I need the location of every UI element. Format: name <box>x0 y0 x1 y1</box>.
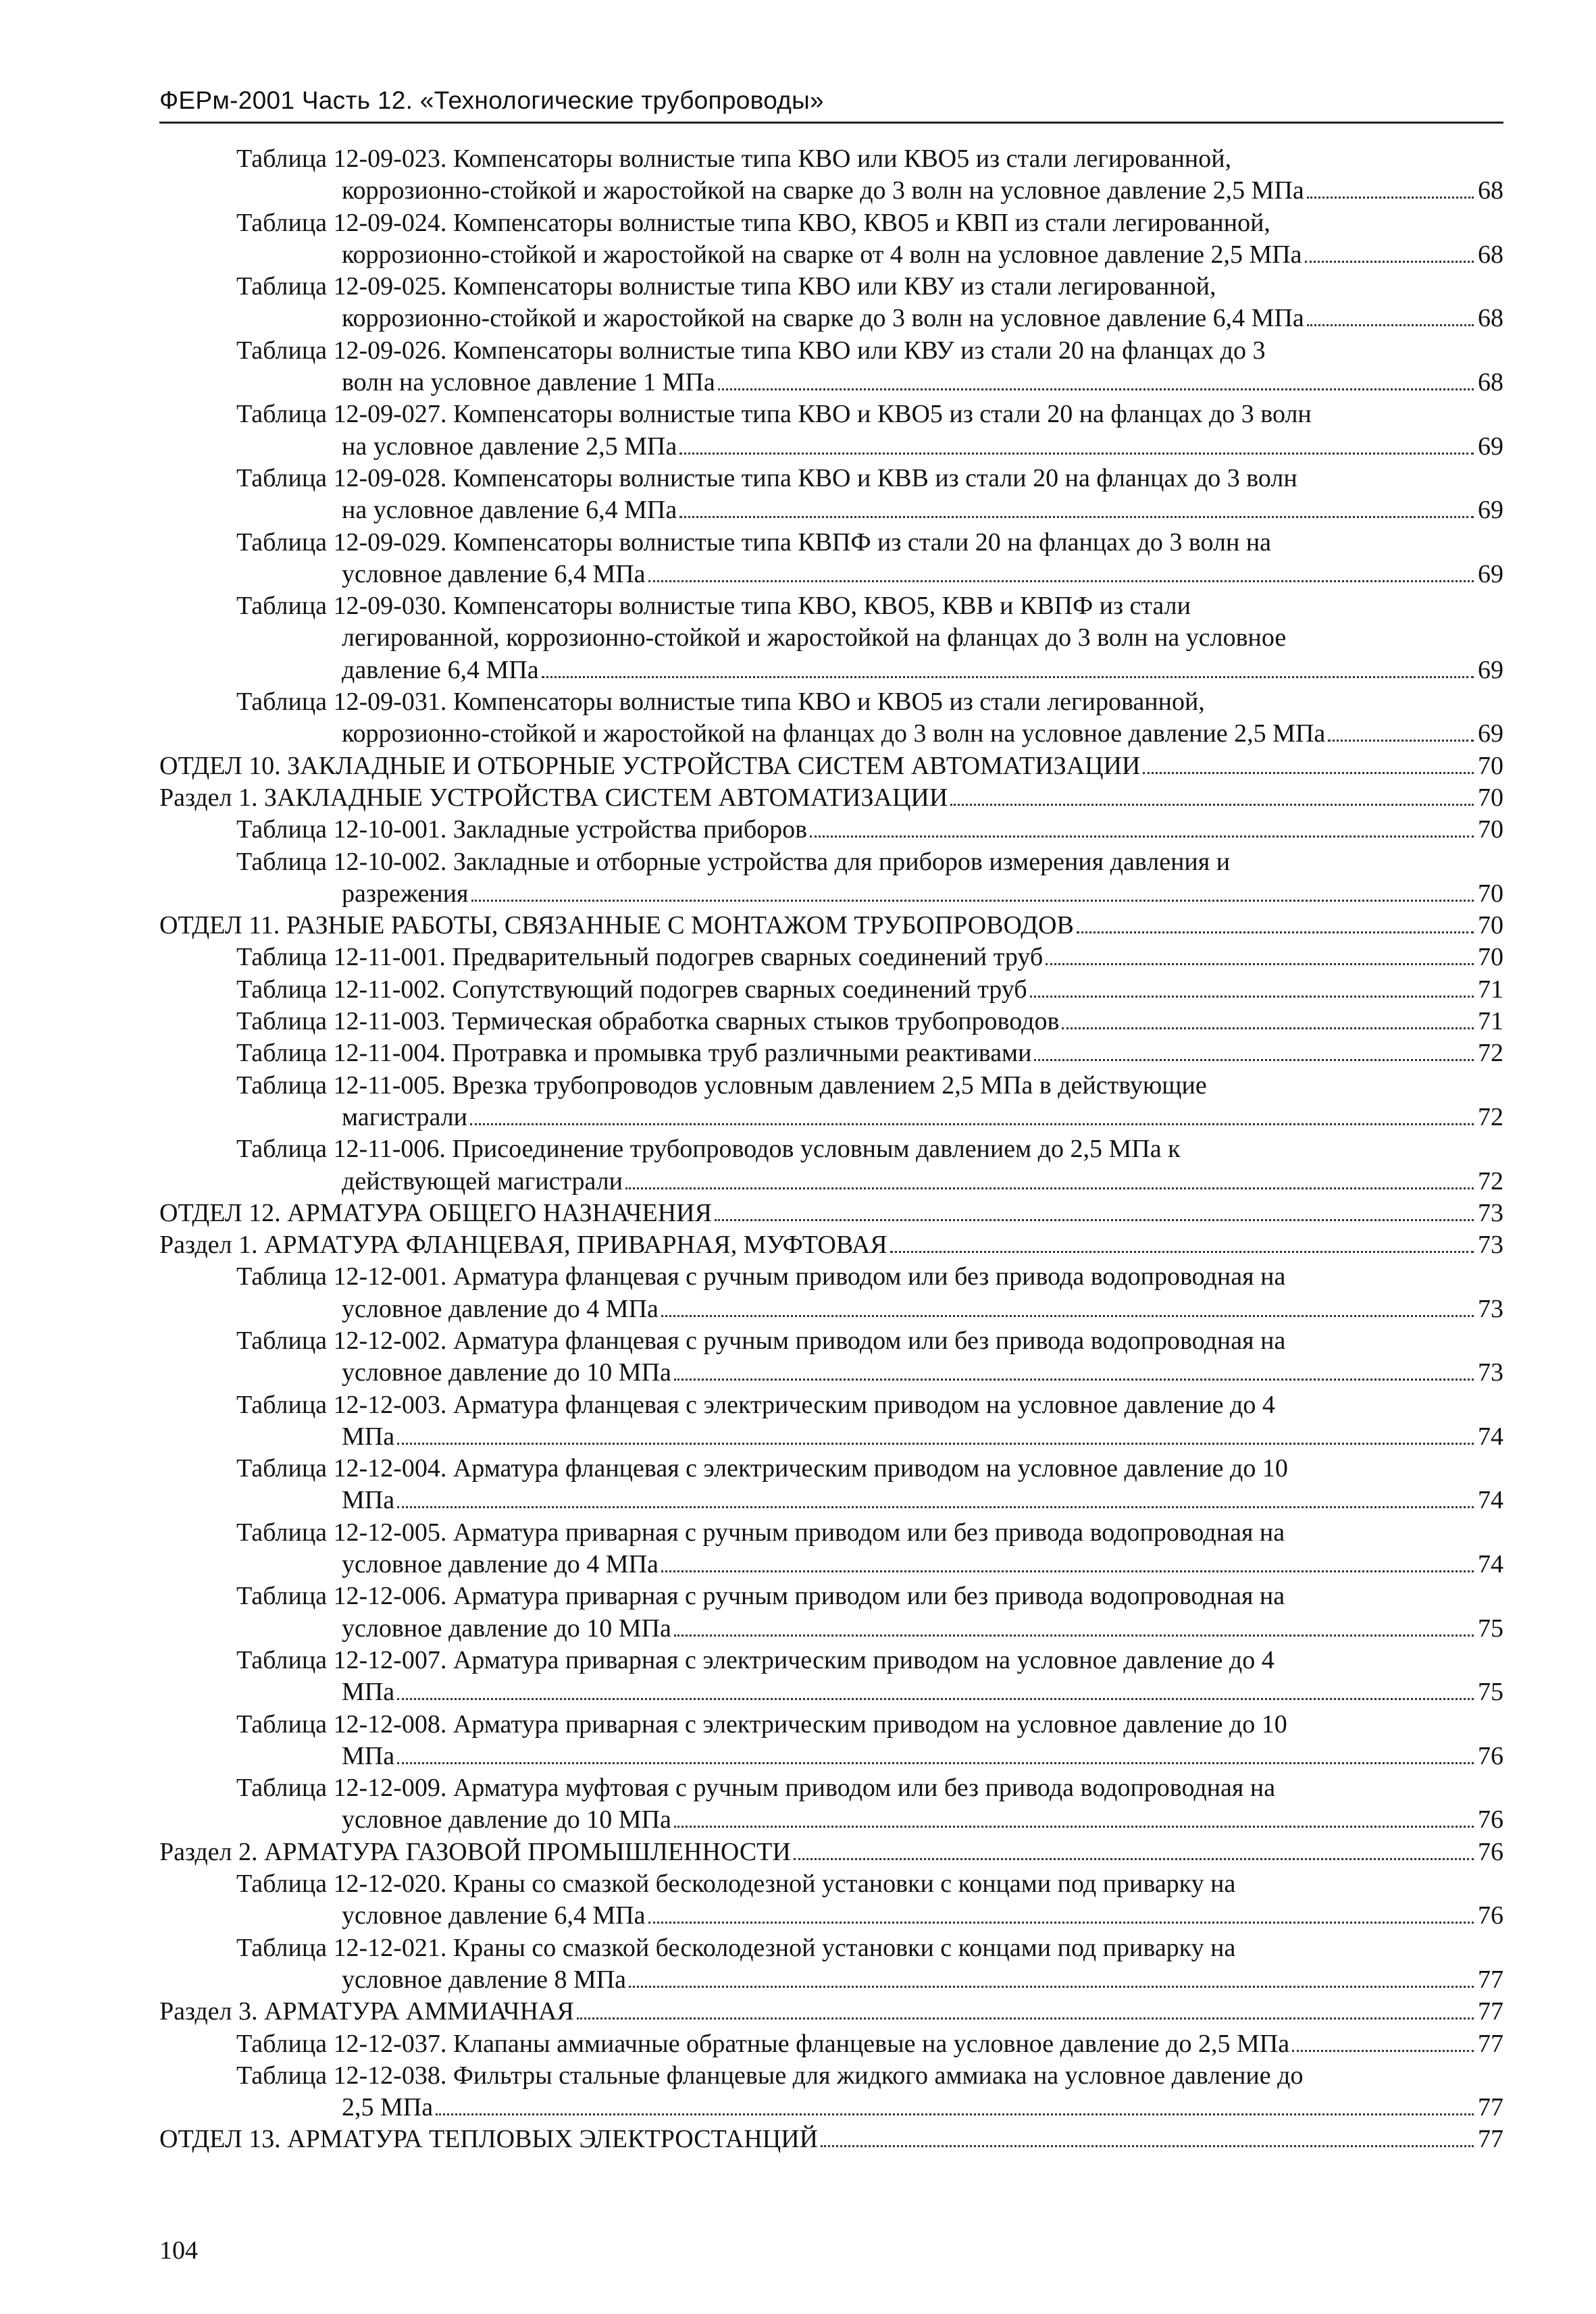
toc-line <box>159 1804 1503 1836</box>
dot-leader <box>679 434 1474 454</box>
toc-line <box>159 175 1503 207</box>
toc-entry-text: Таблица 12-12-021. Краны со смазкой бесколодезной установки с концами под приварку на <box>236 1933 1236 1962</box>
toc-page-number: 77 <box>1478 2029 1503 2058</box>
toc-line <box>159 367 1503 398</box>
toc-page-number: 73 <box>1478 1358 1503 1387</box>
toc-line <box>159 494 1503 526</box>
toc-entry-text: коррозионно-стойкой и жаростойкой на сварке до 3 волн на условное давление 6,4 МПа <box>342 304 1304 333</box>
toc-line <box>159 1325 1503 1357</box>
toc-entry-text: коррозионно-стойкой и жаростойкой на сварке от 4 волн на условное давление 2,5 МПа <box>342 240 1302 269</box>
toc-table-entry <box>159 398 1503 463</box>
toc-table-entry <box>159 1772 1503 1836</box>
dot-leader <box>950 786 1474 806</box>
toc-table-entry <box>159 143 1503 207</box>
dot-leader <box>1046 945 1474 965</box>
toc-entry-text: коррозионно-стойкой и жаростойкой на фланцах до 3 волн на условное давление 2,5 МПа <box>342 719 1326 748</box>
toc-page-number: 73 <box>1478 1231 1503 1260</box>
toc-line <box>159 1613 1503 1645</box>
toc-entry-text: Таблица 12-12-003. Арматура фланцевая с электрическим приводом на условное давление до 4 <box>236 1390 1275 1419</box>
toc-line <box>159 1102 1503 1133</box>
toc-page-number: 77 <box>1478 1997 1503 2026</box>
dot-leader <box>625 1168 1474 1189</box>
toc-section-entry <box>159 2124 1503 2155</box>
toc-page-number: 77 <box>1478 2093 1503 2122</box>
toc-line <box>159 1996 1503 2028</box>
dot-leader <box>1305 242 1474 263</box>
toc-line <box>159 1964 1503 1996</box>
toc-section-entry <box>159 1836 1503 1868</box>
toc-page-number: 72 <box>1478 1102 1503 1131</box>
toc-page-number: 73 <box>1478 1198 1503 1227</box>
dot-leader <box>470 1105 1474 1125</box>
toc-line <box>159 1453 1503 1485</box>
toc-table-entry <box>159 335 1503 399</box>
toc-table-entry <box>159 1070 1503 1134</box>
toc-entry-text: на условное давление 2,5 МПа <box>342 432 677 461</box>
toc-page-number: 71 <box>1478 1007 1503 1036</box>
toc-section-entry <box>159 782 1503 814</box>
toc-table-entry <box>159 974 1503 1006</box>
toc-line <box>159 1037 1503 1069</box>
toc-entry-text: магистрали <box>342 1102 468 1131</box>
dot-leader <box>794 1839 1474 1859</box>
toc-entry-text: условное давление до 4 МПа <box>342 1550 659 1579</box>
toc-entry-text: на условное давление 6,4 МПа <box>342 496 677 525</box>
toc-table-entry <box>159 942 1503 973</box>
toc-entry-text: Таблица 12-09-031. Компенсаторы волнистые типа КВО и КВО5 из стали легированной, <box>236 688 1205 717</box>
toc-entry-text: Таблица 12-12-004. Арматура фланцевая с электрическим приводом на условное давление до 10 <box>236 1454 1288 1483</box>
toc-line <box>159 878 1503 910</box>
toc-entry-text: МПа <box>342 1422 395 1451</box>
dot-leader <box>1292 2031 1474 2051</box>
toc-page-number: 76 <box>1478 1901 1503 1930</box>
toc-line <box>159 1741 1503 1772</box>
toc-entry-text: Таблица 12-11-001. Предварительный подогрев сварных соединений труб <box>236 943 1044 972</box>
toc-entry-text: условное давление до 10 МПа <box>342 1614 671 1643</box>
toc-page-number: 69 <box>1478 719 1503 748</box>
dot-leader <box>1307 306 1474 326</box>
toc-line <box>159 239 1503 271</box>
toc-table-entry <box>159 2060 1503 2124</box>
toc-entry-text: Таблица 12-12-038. Фильтры стальные фланцевые для жидкого аммиака на условное давление до <box>236 2061 1304 2090</box>
toc-table-entry <box>159 1037 1503 1069</box>
dot-leader <box>1307 178 1474 199</box>
toc-line <box>159 686 1503 718</box>
toc-entry-text: Таблица 12-09-023. Компенсаторы волнистые типа КВО или КВО5 из стали легированной, <box>236 145 1232 173</box>
toc-page-number: 68 <box>1478 368 1503 397</box>
toc-entry-text: Раздел 1. ЗАКЛАДНЫЕ УСТРОЙСТВА СИСТЕМ АВТОМАТИЗАЦИИ <box>159 783 948 812</box>
dot-leader <box>648 1903 1474 1924</box>
dot-leader <box>718 370 1474 390</box>
dot-leader <box>629 1968 1474 1988</box>
toc-line <box>159 942 1503 973</box>
toc-line <box>159 1166 1503 1198</box>
toc-section-entry <box>159 1996 1503 2028</box>
toc-line <box>159 1198 1503 1229</box>
toc-entry-text: Таблица 12-12-005. Арматура приварная с ручным приводом или без привода водопроводная на <box>236 1518 1285 1547</box>
toc-page-number: 72 <box>1478 1039 1503 1068</box>
toc-page-number: 70 <box>1478 943 1503 972</box>
toc-table-entry <box>159 1645 1503 1709</box>
toc-entry-text: Раздел 1. АРМАТУРА ФЛАНЦЕВАЯ, ПРИВАРНАЯ, МУФТОВАЯ <box>159 1231 887 1260</box>
toc-line <box>159 271 1503 303</box>
toc-entry-text: Таблица 12-11-006. Присоединение трубопроводов условным давлением до 2,5 МПа к <box>236 1135 1181 1164</box>
toc-page-number: 72 <box>1478 1166 1503 1195</box>
toc-line <box>159 1421 1503 1453</box>
toc-table-entry <box>159 1868 1503 1932</box>
toc-line <box>159 303 1503 334</box>
dot-leader <box>436 2095 1474 2115</box>
toc-table-entry <box>159 846 1503 910</box>
toc-entry-text: МПа <box>342 1486 395 1515</box>
toc-entry-text: условное давление 6,4 МПа <box>342 1901 646 1930</box>
toc-section-entry <box>159 1229 1503 1261</box>
dot-leader <box>674 1360 1474 1381</box>
toc-table-entry <box>159 463 1503 527</box>
toc-line <box>159 718 1503 750</box>
toc-entry-text: разрежения <box>342 879 469 908</box>
toc-entry-text: Раздел 3. АРМАТУРА АММИАЧНАЯ <box>159 1997 574 2026</box>
toc-page-number: 68 <box>1478 240 1503 269</box>
toc-line <box>159 1772 1503 1804</box>
dot-leader <box>397 1488 1474 1508</box>
dot-leader <box>1077 913 1474 933</box>
toc-page-number: 76 <box>1478 1741 1503 1770</box>
toc-line <box>159 463 1503 494</box>
dot-leader <box>1034 1041 1474 1061</box>
toc-line <box>159 1868 1503 1900</box>
toc-table-entry <box>159 1709 1503 1773</box>
dot-leader <box>648 562 1474 582</box>
toc-entry-text: Таблица 12-12-020. Краны со смазкой бесколодезной установки с концами под приварку на <box>236 1870 1236 1899</box>
toc-table-entry <box>159 686 1503 750</box>
dot-leader <box>715 1200 1474 1220</box>
toc-entry-text: МПа <box>342 1678 395 1707</box>
toc-line <box>159 559 1503 590</box>
dot-leader <box>821 2127 1474 2147</box>
toc-entry-text: Таблица 12-09-024. Компенсаторы волнистые типа КВО, КВО5 и КВП из стали легированной, <box>236 208 1270 237</box>
toc-page-number: 68 <box>1478 176 1503 205</box>
dot-leader <box>577 1999 1474 2020</box>
toc-table-entry <box>159 2028 1503 2060</box>
toc-entry-text: Таблица 12-09-027. Компенсаторы волнистые типа КВО и КВО5 из стали 20 на фланцах до 3 волн <box>236 400 1312 429</box>
dot-leader <box>397 1680 1474 1700</box>
toc-line <box>159 1836 1503 1868</box>
toc-table-entry <box>159 1389 1503 1454</box>
toc-table-entry <box>159 527 1503 591</box>
toc-page-number: 71 <box>1478 975 1503 1004</box>
toc-entry-text: Таблица 12-09-026. Компенсаторы волнистые типа КВО или КВУ из стали 20 на фланцах до 3 <box>236 336 1266 365</box>
toc-entry-text: Таблица 12-12-002. Арматура фланцевая с ручным приводом или без привода водопроводная на <box>236 1326 1286 1355</box>
dot-leader <box>661 1552 1474 1572</box>
dot-leader <box>661 1296 1474 1316</box>
toc-entry-text: Таблица 12-10-001. Закладные устройства приборов <box>236 815 808 844</box>
toc-line <box>159 846 1503 878</box>
toc-entry-text: Раздел 2. АРМАТУРА ГАЗОВОЙ ПРОМЫШЛЕННОСТИ <box>159 1837 791 1866</box>
toc-line <box>159 527 1503 559</box>
toc-page-number: 70 <box>1478 751 1503 780</box>
toc-page-number: 68 <box>1478 304 1503 333</box>
toc-line <box>159 1517 1503 1549</box>
toc-entry-text: условное давление 8 МПа <box>342 1965 627 1994</box>
toc-entry-text: МПа <box>342 1741 395 1770</box>
toc-line <box>159 1932 1503 1964</box>
toc-line <box>159 335 1503 367</box>
toc-page-number: 75 <box>1478 1678 1503 1707</box>
toc-line <box>159 1070 1503 1102</box>
dot-leader <box>1062 1009 1474 1029</box>
dot-leader <box>397 1743 1474 1764</box>
toc-entry-text: ОТДЕЛ 12. АРМАТУРА ОБЩЕГО НАЗНАЧЕНИЯ <box>159 1198 712 1227</box>
toc-entry-text: коррозионно-стойкой и жаростойкой на сварке до 3 волн на условное давление 2,5 МПа <box>342 176 1304 205</box>
toc-line <box>159 2028 1503 2060</box>
header-rule <box>159 122 1503 124</box>
dot-leader <box>542 657 1474 677</box>
toc-page-number: 70 <box>1478 879 1503 908</box>
toc-table-entry <box>159 814 1503 846</box>
toc-line <box>159 1645 1503 1676</box>
toc-line <box>159 1580 1503 1612</box>
toc-line <box>159 750 1503 782</box>
toc-entry-text: условное давление до 10 МПа <box>342 1805 671 1834</box>
toc-entry-text: Таблица 12-12-006. Арматура приварная с ручным приводом или без привода водопроводная на <box>236 1582 1285 1611</box>
toc-page-number: 69 <box>1478 655 1503 684</box>
dot-leader <box>471 881 1474 901</box>
toc-line <box>159 1900 1503 1932</box>
toc-page-number: 76 <box>1478 1837 1503 1866</box>
toc-line <box>159 654 1503 686</box>
dot-leader <box>1328 721 1474 742</box>
toc-page-number: 74 <box>1478 1422 1503 1451</box>
toc-line <box>159 1549 1503 1580</box>
dot-leader <box>674 1807 1474 1828</box>
toc-entry-text: Таблица 12-09-030. Компенсаторы волнистые типа КВО, КВО5, КВВ и КВПФ из стали <box>236 592 1191 621</box>
toc-entry-text: ОТДЕЛ 13. АРМАТУРА ТЕПЛОВЫХ ЭЛЕКТРОСТАНЦИЙ <box>159 2125 819 2154</box>
dot-leader <box>674 1616 1474 1636</box>
dot-leader <box>1030 977 1474 997</box>
toc-entry-text: Таблица 12-11-005. Врезка трубопроводов условным давлением 2,5 МПа в действующие <box>236 1071 1207 1100</box>
toc-entry-text: условное давление до 4 МПа <box>342 1294 659 1323</box>
toc-page-number: 76 <box>1478 1805 1503 1834</box>
dot-leader <box>679 498 1474 518</box>
toc-line <box>159 814 1503 846</box>
toc-entry-text: Таблица 12-12-001. Арматура фланцевая с ручным приводом или без привода водопроводная на <box>236 1262 1286 1291</box>
toc-entry-text: волн на условное давление 1 МПа <box>342 368 715 397</box>
toc-table-entry <box>159 1261 1503 1325</box>
table-of-contents <box>159 143 1503 2156</box>
page-number: 104 <box>159 2236 198 2265</box>
toc-line <box>159 2060 1503 2092</box>
toc-line <box>159 1485 1503 1516</box>
toc-page-number: 75 <box>1478 1614 1503 1643</box>
toc-line <box>159 1357 1503 1389</box>
toc-page-number: 77 <box>1478 2125 1503 2154</box>
toc-entry-text: Таблица 12-12-037. Клапаны аммиачные обратные фланцевые на условное давление до 2,5 МПа <box>236 2029 1290 2058</box>
toc-line <box>159 1709 1503 1741</box>
toc-entry-text: легированной, коррозионно-стойкой и жаростойкой на фланцах до 3 волн на условное <box>342 623 1287 652</box>
toc-entry-text: Таблица 12-11-002. Сопутствующий подогрев сварных соединений труб <box>236 975 1027 1004</box>
toc-line <box>159 1133 1503 1165</box>
toc-entry-text: Таблица 12-10-002. Закладные и отборные устройства для приборов измерения давления и <box>236 847 1231 876</box>
toc-line <box>159 910 1503 942</box>
toc-line <box>159 782 1503 814</box>
toc-section-entry <box>159 910 1503 942</box>
toc-line <box>159 143 1503 175</box>
toc-entry-text: Таблица 12-09-025. Компенсаторы волнистые типа КВО или КВУ из стали легированной, <box>236 272 1216 301</box>
toc-page-number: 73 <box>1478 1294 1503 1323</box>
dot-leader <box>810 817 1474 838</box>
toc-table-entry <box>159 1932 1503 1997</box>
toc-line <box>159 1389 1503 1421</box>
toc-table-entry <box>159 271 1503 335</box>
toc-entry-text: ОТДЕЛ 11. РАЗНЫЕ РАБОТЫ, СВЯЗАННЫЕ С МОНТАЖОМ ТРУБОПРОВОДОВ <box>159 911 1074 940</box>
toc-line <box>159 2092 1503 2124</box>
toc-entry-text: Таблица 12-11-003. Термическая обработка сварных стыков трубопроводов <box>236 1007 1060 1036</box>
toc-section-entry <box>159 750 1503 782</box>
toc-line <box>159 1229 1503 1261</box>
toc-entry-text: действующей магистрали <box>342 1166 623 1195</box>
toc-line <box>159 622 1503 654</box>
toc-entry-text: Таблица 12-11-004. Протравка и промывка труб различными реактивами <box>236 1039 1032 1068</box>
toc-table-entry <box>159 1517 1503 1581</box>
dot-leader <box>890 1233 1474 1253</box>
toc-line <box>159 2124 1503 2155</box>
toc-entry-text: условное давление 6,4 МПа <box>342 559 646 588</box>
toc-entry-text: ОТДЕЛ 10. ЗАКЛАДНЫЕ И ОТБОРНЫЕ УСТРОЙСТВА СИСТЕМ АВТОМАТИЗАЦИИ <box>159 751 1141 780</box>
toc-section-entry <box>159 1198 1503 1229</box>
toc-line <box>159 590 1503 622</box>
toc-line <box>159 1006 1503 1037</box>
toc-page-number: 69 <box>1478 432 1503 461</box>
toc-entry-text: Таблица 12-09-028. Компенсаторы волнистые типа КВО и КВВ из стали 20 на фланцах до 3 волн <box>236 463 1297 492</box>
toc-table-entry <box>159 1325 1503 1389</box>
toc-entry-text: Таблица 12-12-009. Арматура муфтовая с ручным приводом или без привода водопроводная на <box>236 1774 1276 1803</box>
toc-line <box>159 431 1503 463</box>
toc-table-entry <box>159 1006 1503 1037</box>
toc-line <box>159 207 1503 239</box>
toc-line <box>159 1293 1503 1325</box>
toc-line <box>159 1676 1503 1708</box>
toc-table-entry <box>159 590 1503 686</box>
toc-page-number: 70 <box>1478 911 1503 940</box>
dot-leader <box>1143 753 1474 773</box>
toc-page-number: 70 <box>1478 815 1503 844</box>
toc-page-number: 69 <box>1478 496 1503 525</box>
toc-entry-text: Таблица 12-12-008. Арматура приварная с электрическим приводом на условное давление до 10 <box>236 1709 1287 1739</box>
toc-page-number: 70 <box>1478 783 1503 812</box>
toc-entry-text: давление 6,4 МПа <box>342 655 539 684</box>
toc-table-entry <box>159 207 1503 272</box>
toc-page-number: 74 <box>1478 1550 1503 1579</box>
toc-line <box>159 974 1503 1006</box>
toc-entry-text: Таблица 12-12-007. Арматура приварная с электрическим приводом на условное давление до 4 <box>236 1645 1275 1674</box>
toc-line <box>159 398 1503 430</box>
toc-page-number: 77 <box>1478 1965 1503 1994</box>
toc-table-entry <box>159 1580 1503 1645</box>
dot-leader <box>397 1424 1474 1445</box>
toc-entry-text: условное давление до 10 МПа <box>342 1358 671 1387</box>
toc-page-number: 69 <box>1478 559 1503 588</box>
toc-entry-text: 2,5 МПа <box>342 2093 434 2122</box>
toc-table-entry <box>159 1133 1503 1198</box>
running-header: ФЕРм-2001 Часть 12. «Технологические трубопроводы» <box>159 86 824 114</box>
toc-entry-text: Таблица 12-09-029. Компенсаторы волнистые типа КВПФ из стали 20 на фланцах до 3 волн на <box>236 528 1272 557</box>
toc-page-number: 74 <box>1478 1486 1503 1515</box>
toc-table-entry <box>159 1453 1503 1517</box>
toc-line <box>159 1261 1503 1293</box>
